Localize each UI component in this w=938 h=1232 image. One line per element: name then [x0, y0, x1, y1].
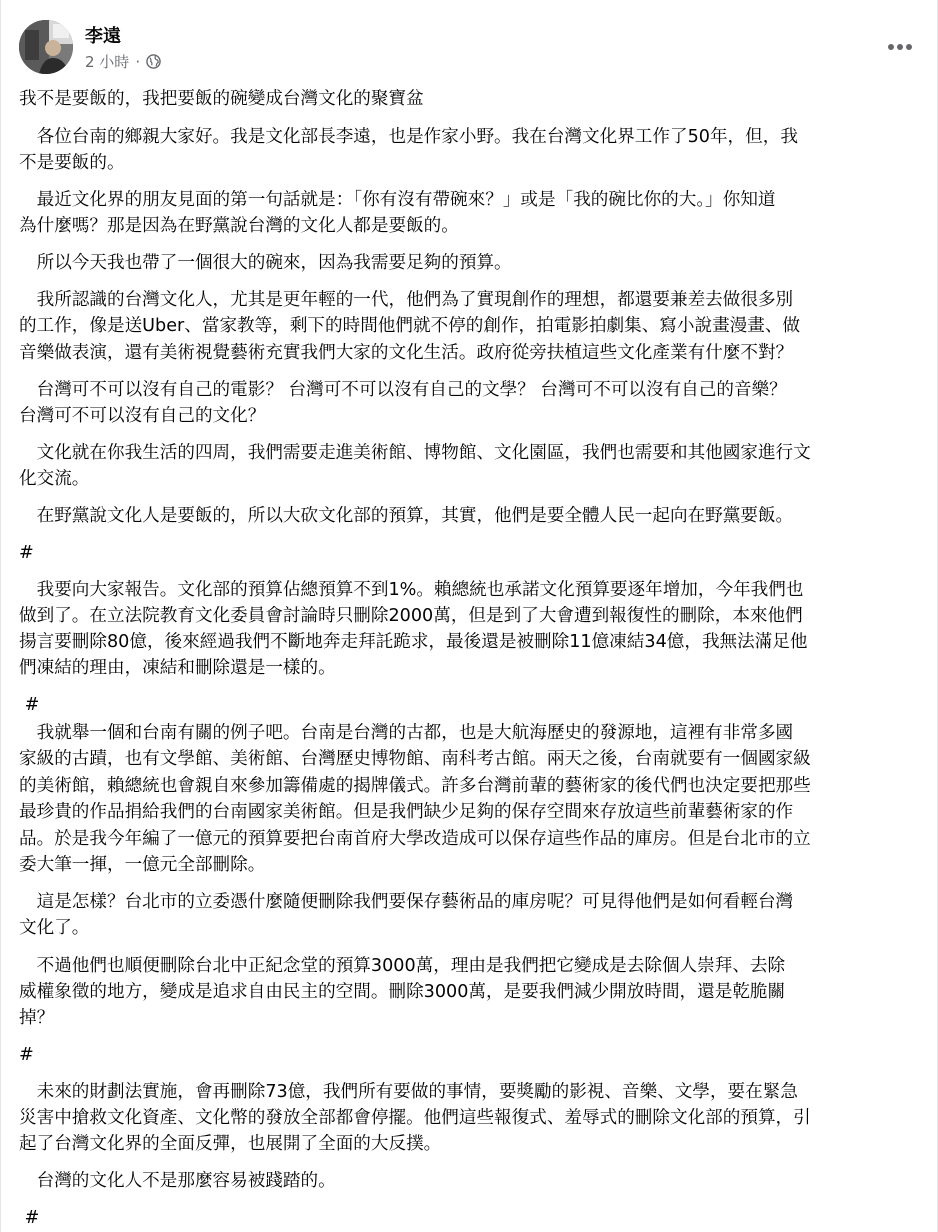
post-text-line: 品。於是我今年編了一億元的預算要把台南首府大學改造成可以保存這些作品的庫房。但是台北市的立 — [19, 829, 811, 849]
post-text-line: 掉？ — [19, 1008, 55, 1028]
avatar-photo-icon — [19, 20, 73, 74]
post-time[interactable]: 2 小時 — [85, 53, 130, 71]
post-title: 我不是要飯的，我把要飯的碗變成台灣文化的聚寶盆 — [19, 89, 424, 109]
hashtag-line[interactable]: # — [19, 1208, 40, 1228]
post-text-line: 我所認識的台灣文化人，尤其是更年輕的一代，他們為了實現創作的理想，都還要兼差去做很多別 — [19, 290, 794, 310]
author-name[interactable]: 李遠 — [85, 26, 121, 47]
post-text-line: 為什麼嗎？那是因為在野黨說台灣的文化人都是要飯的。 — [19, 216, 459, 236]
post-text-line: 我就舉一個和台南有關的例子吧。台南是台灣的古都，也是大航海歷史的發源地，這裡有非常多國 — [19, 723, 794, 743]
post-text-line: 最近文化界的朋友見面的第一句話就是：「你有沒有帶碗來？」或是「我的碗比你的大。」你知道 — [19, 190, 776, 210]
post-text-line: 起了台灣文化界的全面反彈，也展開了全面的大反撲。 — [19, 1134, 442, 1154]
post-meta — [85, 51, 161, 72]
post-text-line: 威權象徵的地方，變成是追求自由民主的空間。刪除3000萬，是要我們減少開放時間，還是乾脆關 — [19, 982, 786, 1002]
post-text-line: 不是要飯的。 — [19, 153, 125, 173]
more-options-button[interactable] — [885, 32, 915, 62]
more-dot-icon — [897, 44, 903, 50]
post-text-line: 的工作，像是送Uber、當家教等，剩下的時間他們就不停的創作，拍電影拍劇集、寫小說畫漫畫、做 — [19, 316, 801, 336]
hashtag-line[interactable]: # — [19, 543, 34, 563]
post-header — [19, 20, 919, 76]
post-text-line: 最珍貴的作品捐給我們的台南國家美術館。但是我們缺少足夠的保存空間來存放這些前輩藝術家的作 — [19, 802, 794, 822]
more-dot-icon — [906, 44, 912, 50]
post-text-line: 文化了。 — [19, 918, 90, 938]
post-text-line: 委大筆一揮，一億元全部刪除。 — [19, 855, 266, 875]
post-text-line: 台灣的文化人不是那麼容易被踐踏的。 — [19, 1171, 336, 1191]
post-text-line: 做到了。在立法院教育文化委員會討論時只刪除2000萬，但是到了大會遭到報復性的刪除，本來他們 — [19, 606, 803, 626]
more-dot-icon — [888, 44, 894, 50]
post-text-line: 音樂做表演，還有美術視覺藝術充實我們大家的文化生活。政府從旁扶植這些文化產業有什麼不對？ — [19, 343, 794, 363]
globe-icon[interactable] — [146, 54, 161, 69]
post-text-line: 台灣可不可以沒有自己的電影？ 台灣可不可以沒有自己的文學？ 台灣可不可以沒有自己的音樂？ — [19, 380, 787, 400]
post-text-line: 不過他們也順便刪除台北中正紀念堂的預算3000萬，理由是我們把它變成是去除個人崇拜、去除 — [19, 956, 786, 976]
post-text-line: 台灣可不可以沒有自己的文化？ — [19, 406, 266, 426]
post-text-line: 揚言要刪除80億，後來經過我們不斷地奔走拜託跪求，最後還是被刪除11億凍結34億，我無法滿足他 — [19, 632, 808, 652]
hashtag-line[interactable]: # — [19, 695, 40, 715]
post-text-line: 未來的財劃法實施，會再刪除73億，我們所有要做的事情，要獎勵的影視、音樂、文學，要在緊急 — [19, 1082, 798, 1102]
post-text-line: 災害中搶救文化資產、文化幣的發放全部都會停擺。他們這些報復式、羞辱式的刪除文化部的預算，引 — [19, 1108, 811, 1128]
post-text-line: 各位台南的鄉親大家好。我是文化部長李遠，也是作家小野。我在台灣文化界工作了50年，但，我 — [19, 127, 798, 147]
post-text-line: 這是怎樣？台北市的立委憑什麼隨便刪除我們要保存藝術品的庫房呢？可見得他們是如何看輕台灣 — [19, 892, 794, 912]
post-text-line: 我要向大家報告。文化部的預算佔總預算不到1%。賴總統也承諾文化預算要逐年增加，今年我們也 — [19, 580, 804, 600]
meta-separator: · — [135, 52, 141, 71]
avatar[interactable] — [19, 20, 73, 74]
post-text-line: 在野黨說文化人是要飯的，所以大砍文化部的預算，其實，他們是要全體人民一起向在野黨要飯。 — [19, 506, 794, 526]
post-text-line: 們凍結的理由，凍結和刪除還是一樣的。 — [19, 658, 336, 678]
post-text-line: 的美術館，賴總統也會親自來參加籌備處的揭牌儀式。許多台灣前輩的藝術家的後代們也決定要把那些 — [19, 776, 811, 796]
post-text-line: 化交流。 — [19, 469, 90, 489]
hashtag-line[interactable]: # — [19, 1045, 34, 1065]
post-text-line: 家級的古蹟，也有文學館、美術館、台灣歷史博物館、南科考古館。兩天之後，台南就要有一個國家級 — [19, 749, 811, 769]
post-text-line: 文化就在你我生活的四周，我們需要走進美術館、博物館、文化園區，我們也需要和其他國家進行文 — [19, 443, 811, 463]
post-text-line: 所以今天我也帶了一個很大的碗來，因為我需要足夠的預算。 — [19, 253, 512, 273]
